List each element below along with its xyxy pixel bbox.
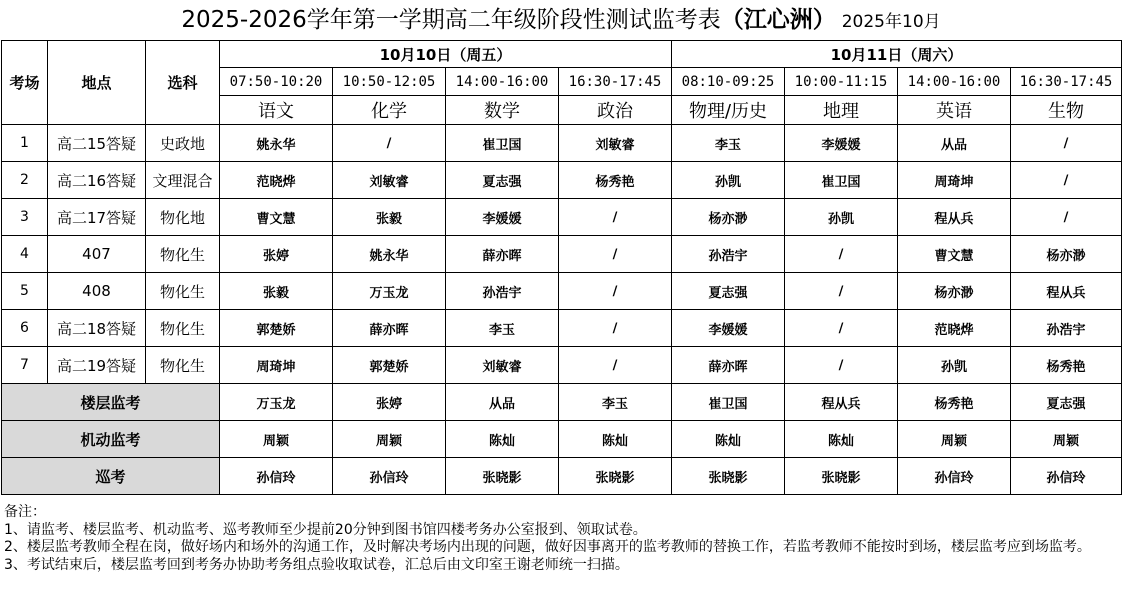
proctor-cell: 孙凯 [672, 162, 785, 199]
header-time: 16:30-17:45 [1011, 68, 1122, 96]
proctor-cell: 孙凯 [898, 347, 1011, 384]
proctor-cell: 崔卫国 [785, 162, 898, 199]
proctor-cell: 杨秀艳 [559, 162, 672, 199]
proctor-cell: 周颖 [898, 421, 1011, 458]
proctor-cell: 周颖 [220, 421, 333, 458]
proctor-cell: 曹文慧 [220, 199, 333, 236]
room-location: 高二15答疑 [48, 125, 146, 162]
proctor-cell: 刘敏睿 [446, 347, 559, 384]
header-subject: 地理 [785, 96, 898, 125]
proctor-cell: / [1011, 125, 1122, 162]
proctor-cell: 薛亦晖 [333, 310, 446, 347]
notes [4, 504, 1118, 574]
header-time: 14:00-16:00 [898, 68, 1011, 96]
group-row-mobile [2, 421, 1122, 458]
proctor-cell: 陈灿 [672, 421, 785, 458]
room-elective: 物化生 [146, 310, 220, 347]
proctor-cell: 孙信玲 [1011, 458, 1122, 495]
proctor-cell: / [1011, 199, 1122, 236]
proctor-cell: 万玉龙 [333, 273, 446, 310]
header-subject: 数学 [446, 96, 559, 125]
room-number: 7 [2, 347, 48, 384]
page-title [0, 0, 1122, 40]
proctor-cell: 孙凯 [785, 199, 898, 236]
table-row [2, 273, 1122, 310]
proctor-cell: 夏志强 [672, 273, 785, 310]
table-row [2, 310, 1122, 347]
proctor-cell: 郭楚娇 [220, 310, 333, 347]
room-number: 5 [2, 273, 48, 310]
header-subject: 物理/历史 [672, 96, 785, 125]
room-number: 4 [2, 236, 48, 273]
header-time: 16:30-17:45 [559, 68, 672, 96]
header-elective: 选科 [146, 41, 220, 125]
proctor-cell: / [559, 236, 672, 273]
proctor-cell: 郭楚娇 [333, 347, 446, 384]
proctor-cell: 周琦坤 [220, 347, 333, 384]
proctor-cell: 杨秀艳 [898, 384, 1011, 421]
proctor-cell: 陈灿 [785, 421, 898, 458]
table-row [2, 125, 1122, 162]
room-elective: 物化生 [146, 236, 220, 273]
note-item: 1、请监考、楼层监考、机动监考、巡考教师至少提前20分钟到图书馆四楼考务办公室报到、领取试卷。 [4, 521, 647, 538]
proctor-cell: 杨亦渺 [672, 199, 785, 236]
proctor-cell: 夏志强 [1011, 384, 1122, 421]
proctor-table [1, 40, 1122, 495]
proctor-cell: / [785, 236, 898, 273]
header-subject: 英语 [898, 96, 1011, 125]
proctor-cell: 姚永华 [220, 125, 333, 162]
proctor-cell: 李玉 [672, 125, 785, 162]
proctor-cell: 孙浩宇 [1011, 310, 1122, 347]
proctor-cell: 崔卫国 [672, 384, 785, 421]
room-location: 408 [48, 273, 146, 310]
proctor-cell: 张晓影 [672, 458, 785, 495]
room-number: 6 [2, 310, 48, 347]
room-elective: 文理混合 [146, 162, 220, 199]
proctor-cell: 刘敏睿 [559, 125, 672, 162]
proctor-cell: 李媛媛 [785, 125, 898, 162]
proctor-cell: 从品 [446, 384, 559, 421]
note-item: 3、考试结束后，楼层监考回到考务办协助考务组点验收取试卷，汇总后由文印室王谢老师统一扫描。 [4, 556, 629, 573]
proctor-cell: 陈灿 [559, 421, 672, 458]
proctor-cell: / [785, 310, 898, 347]
proctor-cell: 程从兵 [1011, 273, 1122, 310]
proctor-cell: 姚永华 [333, 236, 446, 273]
proctor-cell: 从品 [898, 125, 1011, 162]
header-time: 10:50-12:05 [333, 68, 446, 96]
proctor-cell: / [559, 347, 672, 384]
proctor-cell: 夏志强 [446, 162, 559, 199]
proctor-cell: 张婷 [220, 236, 333, 273]
proctor-cell: 周琦坤 [898, 162, 1011, 199]
room-number: 1 [2, 125, 48, 162]
room-location: 高二16答疑 [48, 162, 146, 199]
proctor-cell: 程从兵 [785, 384, 898, 421]
proctor-cell: 张晓影 [559, 458, 672, 495]
proctor-cell: / [785, 273, 898, 310]
proctor-cell: 周颖 [1011, 421, 1122, 458]
proctor-cell: 程从兵 [898, 199, 1011, 236]
room-elective: 史政地 [146, 125, 220, 162]
proctor-cell: 刘敏睿 [333, 162, 446, 199]
title-campus: （江心洲） [720, 7, 836, 33]
proctor-cell: / [559, 199, 672, 236]
header-day: 10月10日（周五） [220, 41, 672, 68]
proctor-cell: 杨秀艳 [1011, 347, 1122, 384]
proctor-cell: 薛亦晖 [672, 347, 785, 384]
header-time: 08:10-09:25 [672, 68, 785, 96]
proctor-cell: 杨亦渺 [1011, 236, 1122, 273]
header-subject: 化学 [333, 96, 446, 125]
proctor-cell: 范晓烨 [220, 162, 333, 199]
proctor-cell: 李媛媛 [672, 310, 785, 347]
room-location: 高二17答疑 [48, 199, 146, 236]
group-label: 机动监考 [2, 421, 220, 458]
proctor-cell: / [333, 125, 446, 162]
header-room: 考场 [2, 41, 48, 125]
table-row [2, 236, 1122, 273]
proctor-cell: 张毅 [220, 273, 333, 310]
group-label: 楼层监考 [2, 384, 220, 421]
proctor-cell: 陈灿 [446, 421, 559, 458]
notes-heading: 备注： [4, 504, 46, 520]
proctor-cell: 孙信玲 [898, 458, 1011, 495]
header-subject: 政治 [559, 96, 672, 125]
proctor-cell: 孙浩宇 [446, 273, 559, 310]
room-number: 3 [2, 199, 48, 236]
header-subject: 生物 [1011, 96, 1122, 125]
proctor-cell: 李媛媛 [446, 199, 559, 236]
proctor-cell: 张婷 [333, 384, 446, 421]
proctor-cell: / [1011, 162, 1122, 199]
header-time: 14:00-16:00 [446, 68, 559, 96]
proctor-cell: 范晓烨 [898, 310, 1011, 347]
group-row-floor [2, 384, 1122, 421]
proctor-cell: 张晓影 [785, 458, 898, 495]
header-location: 地点 [48, 41, 146, 125]
table-row [2, 347, 1122, 384]
group-label: 巡考 [2, 458, 220, 495]
proctor-cell: 张毅 [333, 199, 446, 236]
header-time: 07:50-10:20 [220, 68, 333, 96]
room-location: 高二19答疑 [48, 347, 146, 384]
header-subject: 语文 [220, 96, 333, 125]
proctor-cell: / [559, 310, 672, 347]
room-elective: 物化生 [146, 273, 220, 310]
proctor-cell: 张晓影 [446, 458, 559, 495]
proctor-cell: 薛亦晖 [446, 236, 559, 273]
note-item: 2、楼层监考教师全程在岗，做好场内和场外的沟通工作，及时解决考场内出现的问题，做好因事离开的监考教师的替换工作，若监考教师不能按时到场，楼层监考应到场监考。 [4, 539, 1091, 555]
group-row-patrol [2, 458, 1122, 495]
room-elective: 物化地 [146, 199, 220, 236]
room-elective: 物化生 [146, 347, 220, 384]
proctor-cell: / [785, 347, 898, 384]
proctor-cell: 崔卫国 [446, 125, 559, 162]
header-time: 10:00-11:15 [785, 68, 898, 96]
proctor-cell: / [559, 273, 672, 310]
proctor-cell: 孙信玲 [333, 458, 446, 495]
proctor-cell: 周颖 [333, 421, 446, 458]
title-main: 2025-2026学年第一学期高二年级阶段性测试监考表 [181, 7, 721, 33]
proctor-cell: 孙信玲 [220, 458, 333, 495]
table-row [2, 162, 1122, 199]
title-date: 2025年10月 [841, 12, 941, 32]
proctor-cell: 李玉 [559, 384, 672, 421]
room-location: 407 [48, 236, 146, 273]
header-day: 10月11日（周六） [672, 41, 1122, 68]
room-number: 2 [2, 162, 48, 199]
proctor-cell: 曹文慧 [898, 236, 1011, 273]
proctor-cell: 李玉 [446, 310, 559, 347]
proctor-cell: 万玉龙 [220, 384, 333, 421]
table-row [2, 199, 1122, 236]
room-location: 高二18答疑 [48, 310, 146, 347]
proctor-cell: 杨亦渺 [898, 273, 1011, 310]
proctor-cell: 孙浩宇 [672, 236, 785, 273]
